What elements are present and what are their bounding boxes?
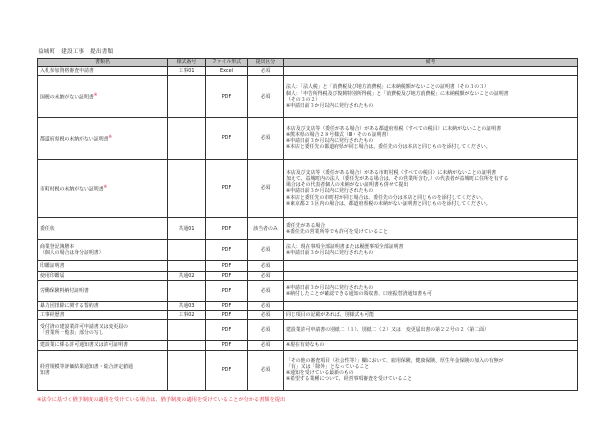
form-number-cell [168, 240, 206, 261]
note-line: 加えて、益城町内の法人（委任先がある場合は、その営業所含む。）の代表者が益城町に住所を有する [286, 176, 509, 183]
note-line: 同じ項目の記載があれば、別様式も可能 [286, 312, 375, 319]
file-format-cell: PDF [206, 159, 248, 218]
notes-cell [284, 341, 578, 350]
notes-cell [284, 159, 578, 218]
document-name: 入札参加資格審査申請書 [40, 68, 94, 75]
submission-category-cell: 必須 [248, 240, 284, 261]
header-document-name: 書類名 [38, 59, 168, 67]
notes-cell [284, 280, 578, 301]
notes-cell [284, 218, 578, 240]
notes-cell [284, 311, 578, 320]
file-format-cell: PDF [206, 271, 248, 280]
document-name: 受付済の建設業許可申請書又は変更届の 「営業所一覧表」部分の写し [40, 324, 129, 337]
document-name: 経営規模等評価結果通知書・総合評定値通 知書 [40, 364, 133, 377]
notes-cell [284, 271, 578, 280]
file-format-cell: PDF [206, 320, 248, 341]
header-submission-category: 提出区分 [248, 59, 284, 67]
form-number-cell [168, 280, 206, 301]
table-header-row [38, 59, 578, 67]
form-number-cell: 工事01 [168, 67, 206, 76]
header-form-number: 様式番号 [168, 59, 206, 67]
document-name: 建設業に係る許可通知書又は許可証明書 [40, 342, 129, 349]
table-row [38, 159, 578, 218]
requirements-table [37, 58, 578, 391]
note-line: 建設業許可申請書の別紙二（１）、別紙二（２）又は 変更届出書の第２２号の２（第二面） [286, 327, 489, 334]
document-name: 国税の未納がない証明書 [40, 94, 94, 101]
document-title: 益城町 建設工事 提出書類 [38, 49, 114, 55]
table-row [38, 117, 578, 159]
form-number-cell [168, 261, 206, 271]
note-line: 「有」又は「除外」となっていること [286, 364, 370, 371]
notes-cell [284, 117, 578, 159]
file-format-cell: Excel [206, 67, 248, 76]
submission-category-cell: 必須 [248, 301, 284, 310]
submission-category-cell: 必須 [248, 159, 284, 218]
document-name-cell [38, 218, 168, 240]
submission-category-cell: 必須 [248, 261, 284, 271]
submission-category-cell: 該当者のみ [248, 218, 284, 240]
document-name: 市町村税の未納がない証明書 [40, 186, 104, 193]
file-format-cell: PDF [206, 218, 248, 240]
note-line: ※熊本県の場合２８号様式（Ⅲ・その６証明書） [286, 132, 392, 139]
submission-category-cell: 必須 [248, 350, 284, 390]
submission-category-cell: 必須 [248, 341, 284, 350]
notes-cell [284, 240, 578, 261]
header-notes: 備考 [284, 59, 578, 67]
note-line: ※委任先の営業所等でも許可を受けていること [286, 228, 388, 235]
note-line: ※申請日前３か月以内に発行されたもの [286, 250, 374, 257]
submission-category-cell: 必須 [248, 67, 284, 76]
table-row [38, 261, 578, 271]
table-row [38, 341, 578, 350]
note-line: 本店及び支店等（委任がある場合）がある市町村税（すべての税目）に未納がないことの証明書 [286, 170, 497, 177]
document-name: 印鑑証明書 [40, 262, 65, 269]
file-format-cell: PDF [206, 280, 248, 301]
form-number-cell: 工事02 [168, 311, 206, 320]
file-format-cell: PDF [206, 76, 248, 118]
file-format-cell: PDF [206, 350, 248, 390]
note-line: 本店及び支店等（委任がある場合）がある都道府県税（すべての税目）に未納がないことの証明書 [286, 126, 502, 133]
table-row [38, 76, 578, 118]
note-line: 法人：現在事項全部証明書または履歴事項全部証明書 [286, 244, 404, 251]
document-name: 都道府県税の未納がない証明書 [40, 136, 109, 143]
notes-cell [284, 301, 578, 310]
asterisk-mark: ※ [108, 133, 112, 139]
table-row [38, 240, 578, 261]
form-number-cell [168, 117, 206, 159]
document-name-cell [38, 261, 168, 271]
note-line: ※申請日前３か月以内に発行されたもの [286, 102, 374, 109]
document-name: 工事経歴書 [40, 312, 65, 319]
note-line: 「その他の審査項目（社会性等）」欄において、雇用保険、健康保険、厚生年金保険の加入の有無が [286, 358, 504, 364]
document-name-cell [38, 240, 168, 261]
document-name-cell [38, 117, 168, 159]
note-line: ※申請日前３か月以内に発行されたもの [286, 138, 374, 145]
document-name: 労働保険料納付証明書 [40, 287, 89, 294]
submission-category-cell: 必須 [248, 320, 284, 341]
submission-category-cell: 必須 [248, 117, 284, 159]
submission-category-cell: 必須 [248, 311, 284, 320]
note-line: 個人：「申告所得税及び復興特別所得税」と「消費税及び地方消費税」に未納税額がないことの証明書 [286, 90, 509, 97]
submission-category-cell: 必須 [248, 76, 284, 118]
table-row [38, 311, 578, 320]
document-name: 委任状 [40, 225, 55, 232]
table-row [38, 67, 578, 76]
document-name-cell [38, 341, 168, 350]
form-number-cell: 共通03 [168, 301, 206, 310]
footnote: ※法令に基づく猶予制度の適用を受けている場合は、猶予制度の適用を受けていることが分かる書類を提出 [37, 397, 286, 403]
file-format-cell: PDF [206, 311, 248, 320]
note-line: ※東京都２３区内の場合は、都道府県税の未納がない証明書と同じものを添付してください。 [286, 200, 491, 207]
note-line: （その３の２） [286, 96, 321, 103]
note-line: ※本店と委任先の市町村が同じ場合は、委任先の分は本店と同じものを添付してください。 [286, 194, 486, 201]
note-line: ※申請日前３か月以内に発行されたもの [286, 188, 374, 195]
table-row [38, 350, 578, 390]
document-name: 使用印鑑届 [40, 272, 65, 279]
document-name-cell [38, 350, 168, 390]
submission-category-cell: 必須 [248, 271, 284, 280]
document-name-cell [38, 76, 168, 118]
note-line: ※現在有効なもの [286, 342, 325, 349]
document-name-cell [38, 280, 168, 301]
header-file-format: ファイル形式 [206, 59, 248, 67]
table-row [38, 218, 578, 240]
note-line: ※納付したことが確認できる通知の領収書、口座振替済通知書も可 [286, 290, 432, 297]
document-name-cell [38, 271, 168, 280]
note-line: ※通知を受けている最新のもの [286, 370, 354, 377]
file-format-cell: PDF [206, 261, 248, 271]
form-number-cell [168, 320, 206, 341]
form-number-cell [168, 159, 206, 218]
note-line: ※申請日前３か月以内に発行されたもの [286, 284, 374, 291]
table-row [38, 320, 578, 341]
document-name-cell [38, 159, 168, 218]
table-row [38, 301, 578, 310]
form-number-cell: 共通01 [168, 218, 206, 240]
form-number-cell [168, 350, 206, 390]
file-format-cell: PDF [206, 301, 248, 310]
document-name-cell [38, 67, 168, 76]
submission-category-cell: 必須 [248, 280, 284, 301]
asterisk-mark: ※ [93, 92, 98, 98]
form-number-cell [168, 76, 206, 118]
asterisk-mark: ※ [103, 184, 107, 190]
document-name: 商業登記簿謄本 （個人の場合は身分証明書） [40, 244, 104, 257]
document-name-cell [38, 301, 168, 310]
document-name-cell [38, 320, 168, 341]
file-format-cell: PDF [206, 117, 248, 159]
notes-cell [284, 76, 578, 118]
note-line: 委任先がある場合 [286, 222, 326, 229]
document-name-cell [38, 311, 168, 320]
file-format-cell: PDF [206, 240, 248, 261]
note-line: ※希望する業種について、経営事項審査を受けていること [286, 376, 413, 383]
note-line: 場合はその代表者個人の未納がない証明書も併せて提出 [286, 182, 409, 189]
form-number-cell: 共通02 [168, 271, 206, 280]
note-line: ※本店と委任先の都道府県が同じ場合は、委任先の分は本店と同じものを添付してください。 [286, 144, 491, 151]
notes-cell [284, 320, 578, 341]
note-line: 法人：「法人税」と「消費税及び地方消費税」に未納税額がないことの証明書（その３の３） [286, 84, 489, 91]
form-number-cell [168, 341, 206, 350]
document-name: 暴力団排除に関する誓約書 [40, 302, 99, 309]
notes-cell [284, 261, 578, 271]
table-row [38, 280, 578, 301]
file-format-cell: PDF [206, 341, 248, 350]
table-row [38, 271, 578, 280]
notes-cell [284, 350, 578, 390]
notes-cell [284, 67, 578, 76]
